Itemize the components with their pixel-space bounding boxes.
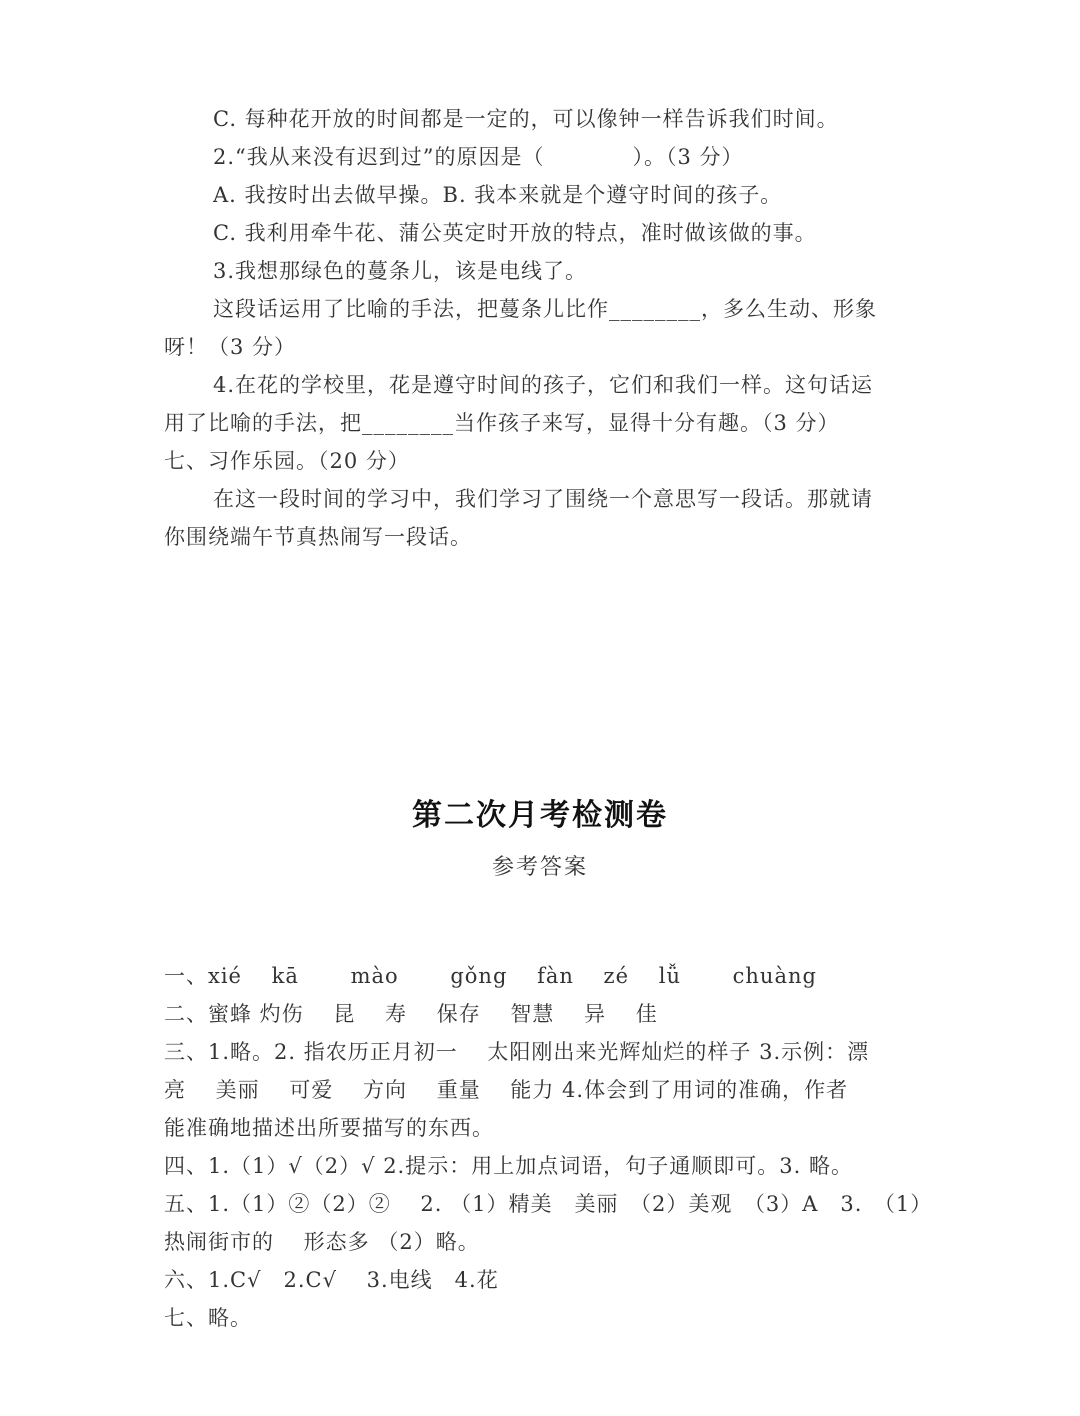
question-line: C. 我利用牵牛花、蒲公英定时开放的特点，准时做该做的事。: [213, 221, 817, 245]
question-line: 2.“我从来没有迟到过”的原因是（ ）。（3 分）: [213, 145, 744, 169]
answer-line: 五、1.（1）②（2）② 2. （1）精美 美丽 （2）美观 （3）A 3. （1）: [164, 1192, 933, 1216]
question-line: A. 我按时出去做早操。B. 我本来就是个遵守时间的孩子。: [213, 183, 783, 207]
answer-line: 七、略。: [164, 1306, 252, 1330]
answer-subtitle: 参考答案: [491, 855, 588, 880]
answer-line: 四、1.（1）√（2）√ 2.提示：用上加点词语，句子通顺即可。3. 略。: [164, 1154, 853, 1178]
question-line: 4.在花的学校里，花是遵守时间的孩子，它们和我们一样。这句话运: [213, 373, 874, 397]
answer-line: 能准确地描述出所要描写的东西。: [164, 1116, 494, 1140]
answer-line: 一、xié kā mào gǒng fàn zé lǚ chuàng: [164, 964, 817, 988]
question-line: 这段话运用了比喻的手法，把蔓条儿比作________，多么生动、形象: [213, 297, 877, 321]
answer-line: 热闹街市的 形态多 （2）略。: [164, 1230, 480, 1254]
answer-line: 三、1.略。2. 指农历正月初一 太阳刚出来光辉灿烂的样子 3.示例：漂: [164, 1040, 870, 1064]
question-line: 3.我想那绿色的蔓条儿，该是电线了。: [213, 259, 588, 283]
answer-line: 亮 美丽 可爱 方向 重量 能力 4.体会到了用词的准确，作者: [164, 1078, 849, 1102]
section-heading: 七、习作乐园。（20 分）: [164, 449, 410, 473]
answer-line: 二、蜜蜂 灼伤 昆 寿 保存 智慧 异 佳: [164, 1002, 658, 1026]
question-line: C. 每种花开放的时间都是一定的，可以像钟一样告诉我们时间。: [213, 107, 839, 131]
answer-title: 第二次月考检测卷: [412, 798, 668, 833]
question-line: 在这一段时间的学习中，我们学习了围绕一个意思写一段话。那就请: [213, 487, 873, 511]
answer-line: 六、1.C√ 2.C√ 3.电线 4.花: [164, 1268, 499, 1292]
question-line: 呀！（3 分）: [164, 335, 297, 359]
question-line: 用了比喻的手法，把________当作孩子来写，显得十分有趣。（3 分）: [164, 411, 840, 435]
question-line: 你围绕端午节真热闹写一段话。: [164, 525, 472, 549]
